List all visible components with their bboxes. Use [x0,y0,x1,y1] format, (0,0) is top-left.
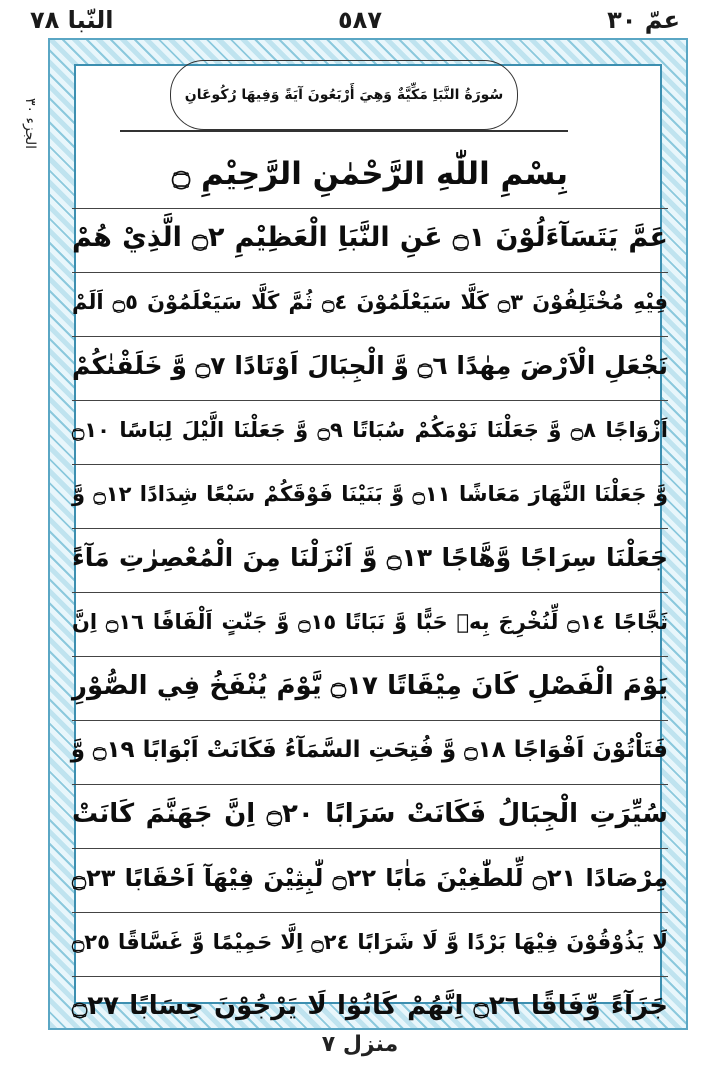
surah-title: سُورَةُ النَّبَاِ مَكِّيَّةٌ وَهِيَ أَرْبَعُونَ آيَةً وَفِيهَا رُكُوعَانِ [184,87,504,103]
verse-line: يَوْمَ الْفَصْلِ كَانَ مِيْقَاتًا ۝١٧ يَّوْمَ يُنْفَخُ فِي الصُّوْرِ [72,652,668,721]
verse-line: ثَجَّاجًا ۝١٤ لِّنُخْرِجَ بِهٖ حَبًّا وَّ نَبَاتًا ۝١٥ وَّ جَنّٰتٍ اَلْفَافًا ۝١٦ اِنَّ [72,588,668,657]
surah-name-header: النّبا ٧٨ [30,6,114,34]
manzil-footer: منزل ٧ [321,1032,399,1057]
title-divider [120,130,568,132]
verse-line: جَزَآءً وِّفَاقًا ۝٢٦ اِنَّهُمْ كَانُوْا لَا يَرْجُوْنَ حِسَابًا ۝٢٧ [72,991,668,1021]
verse-line: اَزْوَاجًا ۝٨ وَّ جَعَلْنَا نَوْمَكُمْ سُبَاتًا ۝٩ وَّ جَعَلْنَا الَّيْلَ لِبَاسًا ۝١٠ [72,396,668,465]
verse-line: لَا يَذُوْقُوْنَ فِيْهَا بَرْدًا وَّ لَا شَرَابًا ۝٢٤ اِلَّا حَمِيْمًا وَّ غَسَّاقًا ۝٢٥ [72,908,668,977]
verse-line: وَّ جَعَلْنَا النَّهَارَ مَعَاشًا ۝١١ وَّ بَنَيْنَا فَوْقَكُمْ سَبْعًا شِدَادًا ۝١٢ وَّ [72,460,668,529]
verse-line: فَتَاْتُوْنَ اَفْوَاجًا ۝١٨ وَّ فُتِحَتِ السَّمَآءُ فَكَانَتْ اَبْوَابًا ۝١٩ وَّ [72,716,668,785]
juz-label: عمّ ٣٠ [607,6,680,34]
juz-margin-note: الجزء ٣٠ [22,98,38,149]
surah-title-cartouche [170,60,518,130]
basmala-line: بِسْمِ اللّٰهِ الرَّحْمٰنِ الرَّحِيْمِ ۝ [72,140,668,209]
page-number: ٥٨٧ [338,6,382,34]
verse-line: جَعَلْنَا سِرَاجًا وَّهَّاجًا ۝١٣ وَّ اَنْزَلْنَا مِنَ الْمُعْصِرٰتِ مَآءً [72,524,668,593]
verse-line: فِيْهِ مُخْتَلِفُوْنَ ۝٣ كَلَّا سَيَعْلَمُوْنَ ۝٤ ثُمَّ كَلَّا سَيَعْلَمُوْنَ ۝٥ اَلَمْ [72,268,668,337]
verse-line: نَجْعَلِ الْاَرْضَ مِهٰدًا ۝٦ وَّ الْجِبَالَ اَوْتَادًا ۝٧ وَّ خَلَقْنٰكُمْ [72,332,668,401]
verse-line: سُيِّرَتِ الْجِبَالُ فَكَانَتْ سَرَابًا ۝٢٠ اِنَّ جَهَنَّمَ كَانَتْ [72,780,668,849]
verse-line: عَمَّ يَتَسَآءَلُوْنَ ۝١ عَنِ النَّبَاِ الْعَظِيْمِ ۝٢ الَّذِيْ هُمْ [72,204,668,273]
verse-line: مِرْصَادًا ۝٢١ لِّلطّٰغِيْنَ مَاٰبًا ۝٢٢ لّٰبِثِيْنَ فِيْهَآ اَحْقَابًا ۝٢٣ [72,844,668,913]
